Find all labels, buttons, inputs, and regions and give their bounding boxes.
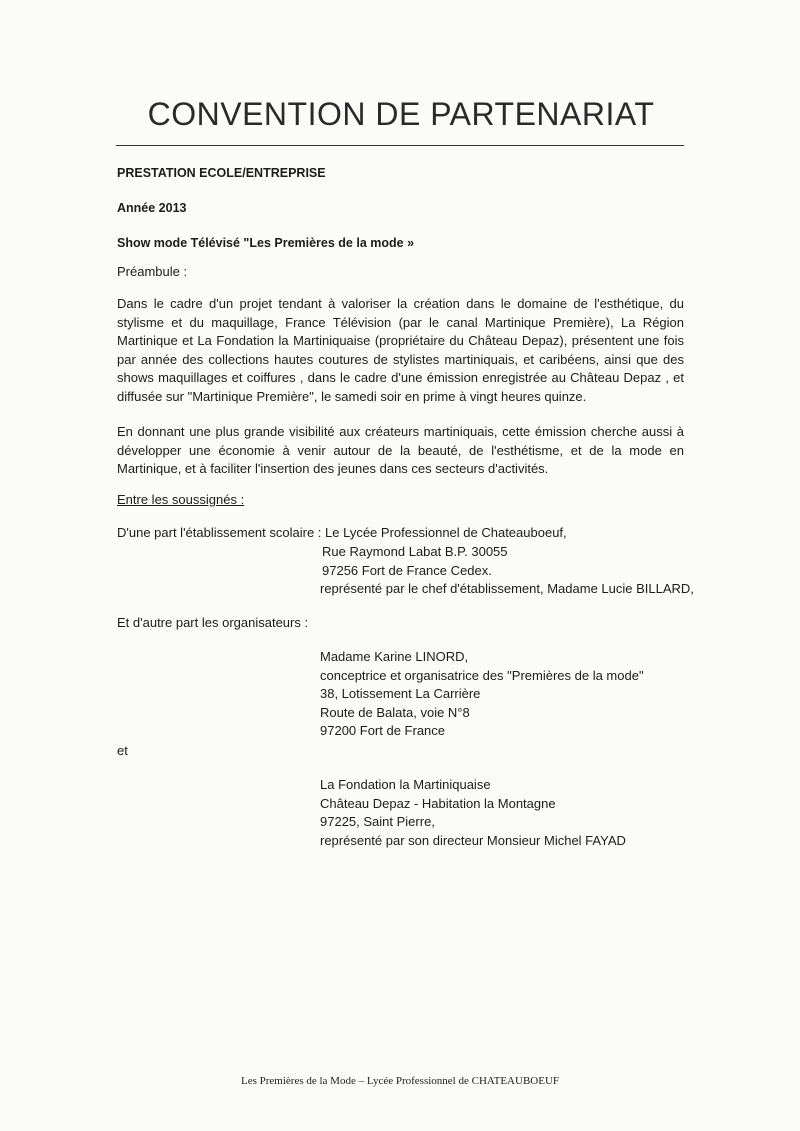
party1-intro: D'une part l'établissement scolaire : Le Lycée Professionnel de Chateauboeuf, xyxy=(117,525,567,540)
paragraph-context: Dans le cadre d'un projet tendant à valoriser la création dans le domaine de l'esthétique, du stylisme et du maquillage, France Télévision (par le canal Martinique Première), La Région Martinique et La Fondation la Martiniquaise (propriétaire du Château Depaz), présentent une fois par année des collections hautes coutures de stylistes martiniquais, et caribéens, ainsi que des shows maquillages et coiffures , dans le cadre d'une émission enregistrée au Château Depaz , et diffusée sur "Martinique Première", le samedi soir en prime à vingt heures quinze. xyxy=(117,296,684,404)
party1-line: représenté par le chef d'établissement, Madame Lucie BILLARD, xyxy=(320,581,694,597)
party3-line: La Fondation la Martiniquaise xyxy=(320,777,491,792)
party2-line: conceptrice et organisatrice des "Premières de la mode" xyxy=(320,667,644,683)
party2-line: Route de Balata, voie N°8 xyxy=(320,704,470,720)
party3-line: Château Depaz - Habitation la Montagne xyxy=(320,795,556,811)
party1-line: 97256 Fort de France Cedex. xyxy=(322,562,492,578)
party3-line: représenté par son directeur Monsieur Michel FAYAD xyxy=(320,832,626,848)
title-underline xyxy=(116,145,684,146)
party2-line: 97200 Fort de France xyxy=(320,723,446,739)
party3-address xyxy=(320,776,626,850)
party2-address xyxy=(320,648,644,741)
preamble-label: Préambule : xyxy=(117,264,188,279)
parties-label: Entre les soussignés : xyxy=(117,492,245,507)
paragraph-visibility: En donnant une plus grande visibilité aux créateurs martiniquais, cette émission cherche aussi à développer une économie à venir autour de la beauté, de l'esthétisme, et de la mode en Martinique, et à faciliter l'insertion des jeunes dans ces secteurs d'activités. xyxy=(117,424,684,477)
document-title: CONVENTION DE PARTENARIAT xyxy=(147,96,655,132)
party3-line: 97225, Saint Pierre, xyxy=(320,814,435,830)
party2-line: Madame Karine LINORD, xyxy=(320,649,469,664)
party2-intro: Et d'autre part les organisateurs : xyxy=(117,615,309,630)
party2-line: 38, Lotissement La Carrière xyxy=(320,686,481,702)
connector-et: et xyxy=(117,743,128,758)
page-footer: Les Premières de la Mode – Lycée Professionnel de CHATEAUBOEUF xyxy=(240,1075,560,1087)
heading-prestation: PRESTATION ECOLE/ENTREPRISE xyxy=(117,166,326,180)
heading-year: Année 2013 xyxy=(117,201,187,215)
party1-line: Rue Raymond Labat B.P. 30055 xyxy=(322,544,508,559)
heading-show: Show mode Télévisé "Les Premières de la mode » xyxy=(117,236,415,250)
party1-address xyxy=(322,543,694,599)
